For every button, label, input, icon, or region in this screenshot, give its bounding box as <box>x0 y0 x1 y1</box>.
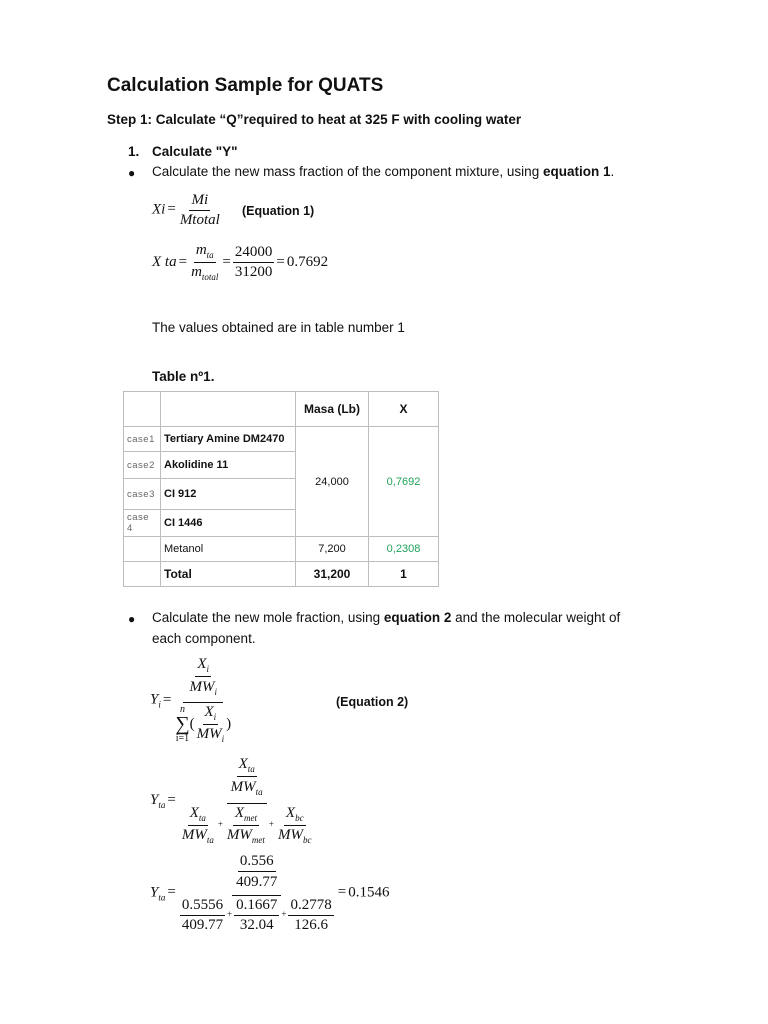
yta-t3-mw-sub: bc <box>303 834 312 845</box>
page-title: Calculation Sample for QUATS <box>107 75 384 96</box>
group-masa-cell: 24,000 <box>296 427 369 537</box>
ytan-t1-den: 409.77 <box>181 916 224 933</box>
xta-num-value: 24000 <box>233 244 275 263</box>
yta-t2-x-sub: met <box>244 812 257 823</box>
yta-top-mw: MW <box>230 778 256 795</box>
total-masa: 31,200 <box>296 562 369 587</box>
xta-den-m: m <box>191 263 202 280</box>
ytan-top-den: 409.77 <box>236 873 278 890</box>
component-name: CI 912 <box>161 479 296 510</box>
case-label: case 4 <box>124 510 161 537</box>
equation-1: Xi = $\frac{Mi}{\text{Mtotal}}$ <box>152 192 220 228</box>
yta-t2-mw-sub: met <box>251 834 265 845</box>
eq2-lhs-sub: i <box>158 699 161 710</box>
case-empty <box>124 537 161 562</box>
equation-2-label: (Equation 2) <box>336 695 409 709</box>
ytan-result: 0.1546 <box>348 884 390 901</box>
total-name: Total <box>161 562 296 587</box>
eq1-lhs: Xi <box>152 201 166 218</box>
yta-t2-mw: MW <box>226 826 252 843</box>
bullet-icon: ● <box>128 612 136 626</box>
component-name: Akolidine 11 <box>161 452 296 479</box>
header-masa: Masa (Lb) <box>296 392 369 427</box>
eq2-mw-sub: i <box>214 686 217 697</box>
table-row <box>124 427 439 452</box>
xta-result: 0.7692 <box>286 253 329 270</box>
eq1-fraction <box>178 192 222 228</box>
ytan-t1-num: 0.5556 <box>180 897 225 916</box>
ytan-lhs-sub: ta <box>158 892 166 903</box>
bullet-paragraph-1 <box>152 164 614 179</box>
yta-t3-mw: MW <box>278 826 303 843</box>
ytan-main-fraction: $\frac{0.556}{409.77}$ $\frac{0.5556}{409.77}$ + $\frac{0.1667}{32.04}$ + $\frac{0.2778}{126.6}$ <box>181 853 332 933</box>
bullet-paragraph-2 <box>152 610 620 625</box>
bullet1-text: Calculate the new mass fraction of the component mixture, using <box>152 164 543 179</box>
eq2-den-mw-sub: i <box>221 733 225 744</box>
sum-upper: n <box>179 704 185 716</box>
bullet2-end: and the molecular weight of <box>451 610 621 625</box>
eq1-denominator: Mtotal <box>179 211 220 228</box>
xta-symbolic-fraction <box>189 242 220 283</box>
equation-yta-numeric: $Y_{ta}$ = $\frac{0.556}{409.77}$ $\frac{0.5556}{409.77}$ + $\frac{0.1667}{32.04}$ + $\frac{0.2778}{126.6}$ = 0.1546 <box>150 853 390 933</box>
case-label: case1 <box>124 427 161 452</box>
xta-den-value: 31200 <box>234 263 273 280</box>
metanol-x: 0,2308 <box>369 537 439 562</box>
numbered-list-item <box>128 144 238 159</box>
yta-t3-x: X <box>285 804 296 821</box>
xta-numeric-fraction <box>233 244 275 280</box>
bullet1-end: . <box>610 164 615 179</box>
eq2-den-x-sub: i <box>213 711 217 722</box>
table-row-total <box>124 562 439 587</box>
eq1-numerator: Mi <box>189 192 210 211</box>
list-item-text: Calculate "Y" <box>152 144 238 159</box>
yta-top-x-sub: ta <box>247 764 255 774</box>
ytan-t3-num: 0.2778 <box>288 897 333 916</box>
table-row-metanol <box>124 537 439 562</box>
metanol-masa: 7,200 <box>296 537 369 562</box>
eq2-x-sub: i <box>206 664 210 674</box>
bullet-paragraph-2-line2: each component. <box>152 631 256 646</box>
yta-lhs-sub: ta <box>158 800 166 811</box>
bullet2-text: Calculate the new mole fraction, using <box>152 610 384 625</box>
equation-xta: X ta = $\frac{m_{ta}}{m_{total}}$ = $\frac{24000}{31200}$ = 0.7692 <box>152 242 329 282</box>
metanol-name: Metanol <box>161 537 296 562</box>
yta-t2-x: X <box>234 804 244 821</box>
yta-t1-x: X <box>189 804 199 821</box>
ytan-t3-den: 126.6 <box>294 916 328 933</box>
yta-top-mw-sub: ta <box>255 786 263 797</box>
equation-2: $Y_i$ = $\frac{X_i}{MW_i}$ n ∑ i=1 ( $\frac{X_i}{MW_i}$ ) <box>150 656 232 745</box>
header-empty-1 <box>124 392 161 427</box>
eq2-mw: MW <box>189 678 215 695</box>
ytan-lhs: Y <box>150 884 159 901</box>
ytan-t2-den: 32.04 <box>239 916 274 933</box>
total-x: 1 <box>369 562 439 587</box>
equation-yta: $Y_{ta}$ = $\frac{X_{ta}}{MW_{ta}}$ $\frac{X_{ta}}{MW_{ta}}$ + $\frac{X_{met}}{MW_{met}}$ + $\frac{X_{bc}}{MW_{bc}}$ <box>150 756 316 846</box>
bullet-icon: ● <box>128 166 136 180</box>
yta-t3-x-sub: bc <box>295 812 304 823</box>
yta-t1-mw: MW <box>181 826 207 843</box>
eq2-x: X <box>197 656 207 672</box>
yta-t1-mw-sub: ta <box>206 834 214 845</box>
yta-top-x: X <box>238 756 248 772</box>
yta-lhs: Y <box>150 792 159 809</box>
header-empty-2 <box>161 392 296 427</box>
bullet1-bold: equation 1 <box>542 164 611 179</box>
ytan-t2-num: 0.1667 <box>234 897 279 916</box>
mass-fraction-table <box>123 391 439 587</box>
ytan-top-num: 0.556 <box>238 853 276 872</box>
values-note: The values obtained are in table number 1 <box>152 320 405 335</box>
xta-num-sub: ta <box>206 250 214 260</box>
table-header-row <box>124 392 439 427</box>
component-name: Tertiary Amine DM2470 <box>161 427 296 452</box>
eq2-lhs: Y <box>150 691 159 708</box>
equation-1-label: (Equation 1) <box>242 204 315 218</box>
eq2-den-mw: MW <box>196 725 222 742</box>
case-label: case2 <box>124 452 161 479</box>
case-empty <box>124 562 161 587</box>
eq2-main-fraction: $\frac{X_i}{MW_i}$ n ∑ i=1 ( $\frac{X_i}{MW_i}$ ) <box>175 656 232 745</box>
step-heading: Step 1: Calculate “Q”required to heat at 325 F with cooling water <box>107 112 522 127</box>
xta-lhs: X ta <box>152 253 177 270</box>
case-label: case3 <box>124 479 161 510</box>
header-x: X <box>369 392 439 427</box>
list-number: 1. <box>128 144 140 159</box>
sum-lower: i=1 <box>175 733 190 745</box>
group-x-cell: 0,7692 <box>369 427 439 537</box>
summation-icon: n ∑ i=1 <box>175 704 190 745</box>
xta-num-m: m <box>195 242 207 258</box>
eq2-den-x: X <box>204 703 214 720</box>
yta-t1-x-sub: ta <box>198 812 206 823</box>
table-caption: Table nº1. <box>152 369 215 384</box>
yta-main-fraction: $\frac{X_{ta}}{MW_{ta}}$ $\frac{X_{ta}}{MW_{ta}}$ + $\frac{X_{met}}{MW_{met}}$ + $\frac{X_{bc}}{MW_{bc}}$ <box>181 756 312 845</box>
bullet2-bold: equation 2 <box>383 610 452 625</box>
xta-den-sub: total <box>201 271 219 282</box>
component-name: CI 1446 <box>161 510 296 537</box>
